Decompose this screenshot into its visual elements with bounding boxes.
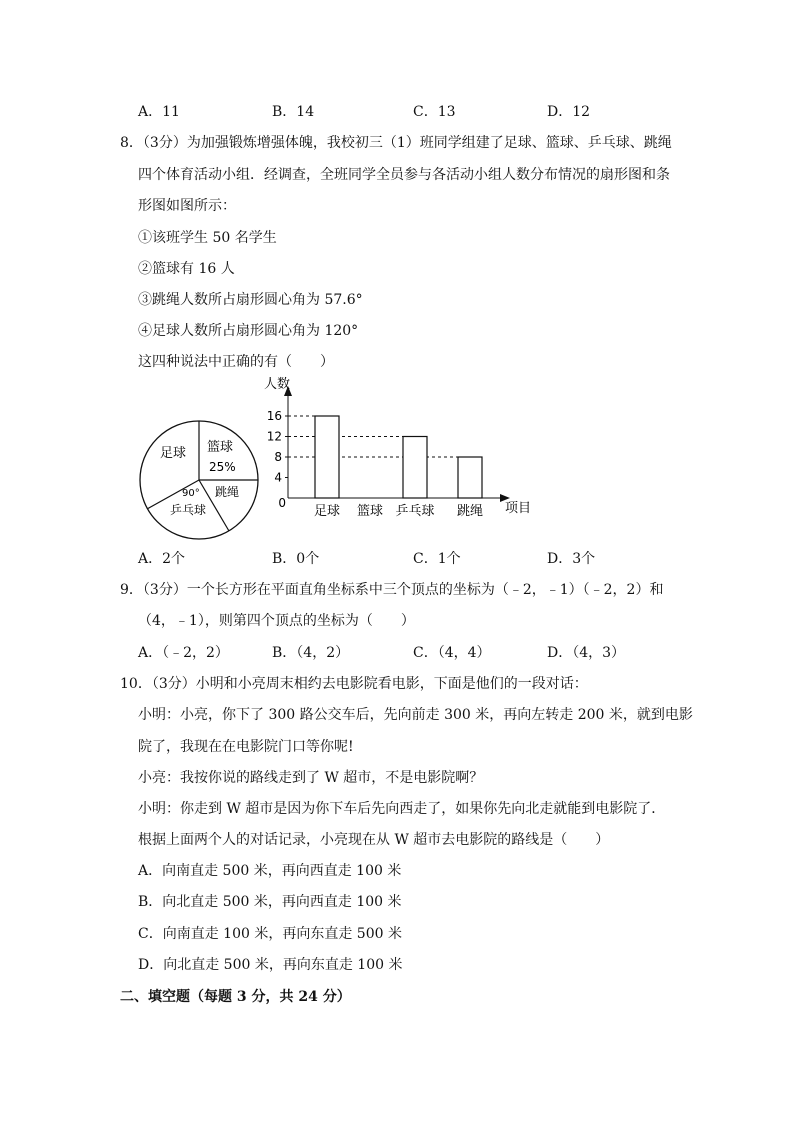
q10-option-a: A．向南直走 500 米，再向西直走 100 米 — [138, 863, 402, 879]
bar-0 — [315, 416, 339, 498]
q10-question: 根据上面两个人的对话记录，小亮现在从 W 超市去电影院的路线是（ ） — [138, 832, 610, 848]
q10-dialog-line4: 小明：你走到 W 超市是因为你下车后先向西走了，如果你先向北走就能到电影院了． — [138, 801, 666, 817]
q8-question: 这四种说法中正确的有（ ） — [138, 354, 334, 370]
q7-option-b: B．14 — [272, 104, 315, 120]
y-tick-label: 8 — [274, 450, 282, 464]
q10-dialog-line2: 院了，我现在在电影院门口等你呢! — [138, 739, 354, 755]
q10-option-d: D．向北直走 500 米，再向东直走 100 米 — [138, 957, 403, 973]
q8-option-a: A．2个 — [138, 551, 186, 567]
q7-option-c: C．13 — [413, 104, 456, 120]
q10-stem: 10．（3分）小明和小亮周末相约去电影院看电影，下面是他们的一段对话： — [120, 676, 588, 692]
q9-stem-line2: （4，﹣1），则第四个顶点的坐标为（ ） — [138, 613, 415, 629]
q8-statement-4: ④足球人数所占扇形圆心角为 120° — [138, 323, 359, 339]
bar-2 — [403, 437, 427, 499]
q8-option-b: B．0个 — [272, 551, 320, 567]
bar-chart — [262, 372, 537, 520]
pie-label-pingpong-angle: 90° — [182, 488, 200, 499]
q8-stem-line1: 8．（3分）为加强锻炼增强体魄，我校初三（1）班同学组建了足球、篮球、乒乓球、跳绳 — [120, 135, 672, 151]
category-label: 足球 — [313, 504, 341, 519]
pie-label-basketball: 篮球 — [207, 440, 234, 455]
pie-label-pingpong: 乒乓球 — [170, 503, 207, 517]
category-label: 跳绳 — [456, 504, 484, 519]
q8-statement-2: ②篮球有 16 人 — [138, 261, 235, 277]
q10-option-b: B．向北直走 500 米，再向西直走 100 米 — [138, 894, 402, 910]
y-tick-label: 12 — [266, 429, 282, 444]
q7-option-d: D．12 — [547, 104, 591, 120]
category-label: 篮球 — [356, 504, 384, 519]
y-tick-label: 0 — [278, 496, 286, 510]
q9-option-b: B．（4，2） — [272, 645, 350, 661]
q10-dialog-line1: 小明：小亮，你下了 300 路公交车后，先向前走 300 米，再向左转走 200 米，就到电影 — [138, 707, 693, 723]
q9-stem-line1: 9．（3分）一个长方形在平面直角坐标系中三个顶点的坐标为（﹣2，﹣1）（﹣2，2）和 — [120, 582, 664, 598]
y-tick-label: 4 — [274, 470, 282, 485]
q10-dialog-line3: 小亮：我按你说的路线走到了 W 超市，不是电影院啊？ — [138, 770, 484, 786]
q8-stem-line3: 形图如图所示： — [138, 198, 236, 214]
q9-option-a: A．（﹣2，2） — [138, 645, 229, 661]
q9-option-d: D．（4，3） — [547, 645, 626, 661]
q8-option-c: C．1个 — [413, 551, 461, 567]
q7-option-a: A．11 — [138, 104, 180, 120]
q8-stem-line2: 四个体育活动小组．经调查，全班同学全员参与各活动小组人数分布情况的扇形图和条 — [138, 167, 670, 183]
pie-label-rope: 跳绳 — [215, 485, 240, 499]
section-heading: 二、填空题（每题 3 分，共 24 分） — [120, 989, 351, 1005]
q9-option-c: C．（4，4） — [413, 645, 491, 661]
bar-3 — [458, 457, 482, 498]
q8-statement-1: ①该班学生 50 名学生 — [138, 230, 277, 246]
q10-option-c: C．向南直走 100 米，再向东直走 500 米 — [138, 926, 402, 942]
q8-option-d: D．3个 — [547, 551, 596, 567]
x-axis-label: 项目 — [505, 501, 532, 516]
q8-statement-3: ③跳绳人数所占扇形圆心角为 57.6° — [138, 292, 363, 308]
pie-label-basketball-pct: 25% — [209, 460, 236, 474]
y-axis-label: 人数 — [264, 377, 291, 392]
category-label: 乒乓球 — [395, 504, 435, 519]
pie-label-football: 足球 — [160, 446, 187, 461]
y-tick-label: 16 — [266, 409, 282, 423]
pie-chart — [134, 418, 264, 544]
